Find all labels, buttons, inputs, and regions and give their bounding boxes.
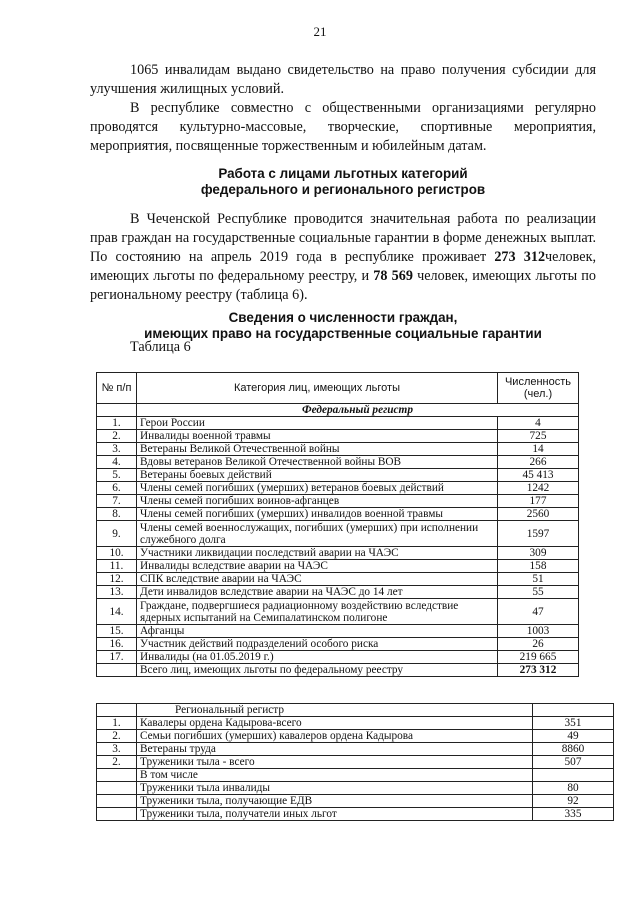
row-number: 8. (97, 508, 137, 521)
table-heading-line-1: Сведения о численности граждан, (228, 310, 458, 325)
row-count: 55 (498, 586, 579, 599)
row-category: Инвалиды вследствие аварии на ЧАЭС (137, 560, 498, 573)
row-category: В том числе (137, 769, 533, 782)
row-count: 4 (498, 417, 579, 430)
federal-register-table (96, 372, 579, 677)
row-count: 158 (498, 560, 579, 573)
body-text-part-2: человек, имеющих льготы по федеральному реестру, и (90, 249, 597, 284)
row-count: 8860 (533, 743, 614, 756)
federal-rows (97, 417, 579, 664)
table-row (97, 730, 614, 743)
row-count: 92 (533, 795, 614, 808)
body-text-part-1: В Чеченской Республике проводится значительная работа по реализации прав граждан на государственные социальные гарантии в форме денежных выплат. По состоянию на апрель 2019 года в республике проживает (90, 211, 596, 265)
row-count: 725 (498, 430, 579, 443)
regional-register-table (96, 703, 614, 821)
row-number: 3. (97, 743, 137, 756)
row-category: Герои России (137, 417, 498, 430)
row-number: 5. (97, 469, 137, 482)
row-count: 177 (498, 495, 579, 508)
federal-total-row (97, 664, 579, 677)
table-row (97, 743, 614, 756)
row-count: 14 (498, 443, 579, 456)
row-number: 2. (97, 430, 137, 443)
table-row (97, 717, 614, 730)
federal-section-row (97, 404, 579, 417)
row-category: Ветераны Великой Отечественной войны (137, 443, 498, 456)
table-heading-line-2: имеющих право на государственные социальные гарантии (144, 326, 542, 341)
row-number: 12. (97, 573, 137, 586)
row-count: 507 (533, 756, 614, 769)
row-number: 14. (97, 599, 137, 625)
table-caption: Таблица 6 (130, 339, 191, 355)
row-number: 11. (97, 560, 137, 573)
row-number: 13. (97, 586, 137, 599)
row-category: Инвалиды военной травмы (137, 430, 498, 443)
row-count: 351 (533, 717, 614, 730)
row-count: 51 (498, 573, 579, 586)
row-count: 335 (533, 808, 614, 821)
row-category: СПК вследствие аварии на ЧАЭС (137, 573, 498, 586)
row-category: Труженики тыла инвалиды (137, 782, 533, 795)
row-category: Инвалиды (на 01.05.2019 г.) (137, 651, 498, 664)
table-row (97, 651, 579, 664)
table-row (97, 586, 579, 599)
table-row (97, 482, 579, 495)
row-count: 47 (498, 599, 579, 625)
regional-section-label: Региональный регистр (137, 704, 533, 717)
row-count: 266 (498, 456, 579, 469)
table-row (97, 599, 579, 625)
row-count: 26 (498, 638, 579, 651)
page-number: 21 (313, 24, 327, 39)
header-category: Категория лиц, имеющих льготы (137, 373, 498, 404)
row-number (97, 769, 137, 782)
section-heading-line-2: федерального и регионального регистров (200, 182, 486, 197)
intro-paragraph-1: 1065 инвалидам выдано свидетельство на право получения субсидии для улучшения жилищных условий. (90, 62, 596, 97)
intro-paragraph-2: В республике совместно с общественными организациями регулярно проводятся культурно-массовые, творческие, спортивные мероприятия, мероприятия, посвященные торжественным и юбилейным датам. (90, 100, 596, 154)
table-row (97, 808, 614, 821)
table-row (97, 456, 579, 469)
regional-rows (97, 717, 614, 821)
row-number: 15. (97, 625, 137, 638)
row-category: Участники ликвидации последствий аварии на ЧАЭС (137, 547, 498, 560)
row-count: 219 665 (498, 651, 579, 664)
row-number: 7. (97, 495, 137, 508)
row-number: 4. (97, 456, 137, 469)
row-count: 309 (498, 547, 579, 560)
row-number (97, 782, 137, 795)
row-count: 45 413 (498, 469, 579, 482)
row-category: Ветераны труда (137, 743, 533, 756)
table-row (97, 625, 579, 638)
row-category: Труженики тыла - всего (137, 756, 533, 769)
row-category: Труженики тыла, получатели иных льгот (137, 808, 533, 821)
row-category: Кавалеры ордена Кадырова-всего (137, 717, 533, 730)
row-number (97, 795, 137, 808)
row-category: Семьи погибших (умерших) кавалеров ордена Кадырова (137, 730, 533, 743)
regional-section-row (97, 704, 614, 717)
body-paragraph (90, 210, 596, 305)
federal-count-highlight: 273 312 (494, 249, 546, 265)
row-category: Ветераны боевых действий (137, 469, 498, 482)
row-number: 2. (97, 756, 137, 769)
table-row (97, 560, 579, 573)
row-category: Труженики тыла, получающие ЕДВ (137, 795, 533, 808)
table-row (97, 769, 614, 782)
row-number (97, 808, 137, 821)
row-number: 16. (97, 638, 137, 651)
table-row (97, 782, 614, 795)
row-category: Члены семей военнослужащих, погибших (умерших) при исполнении служебного долга (137, 521, 498, 547)
header-number: № п/п (97, 373, 137, 404)
table-row (97, 521, 579, 547)
table-row (97, 795, 614, 808)
header-count: Численность (чел.) (498, 373, 579, 404)
row-number: 3. (97, 443, 137, 456)
total-value: 273 312 (498, 664, 579, 677)
row-count: 1003 (498, 625, 579, 638)
row-count: 1597 (498, 521, 579, 547)
row-count (533, 769, 614, 782)
row-number: 1. (97, 717, 137, 730)
table-row (97, 417, 579, 430)
row-count: 2560 (498, 508, 579, 521)
row-number: 1. (97, 417, 137, 430)
row-category: Граждане, подвергшиеся радиационному воздействию вследствие ядерных испытаний на Семипалатинском полигоне (137, 599, 498, 625)
row-number: 2. (97, 730, 137, 743)
row-category: Дети инвалидов вследствие аварии на ЧАЭС до 14 лет (137, 586, 498, 599)
section-heading-line-1: Работа с лицами льготных категорий (218, 166, 468, 181)
table-row (97, 547, 579, 560)
table-row (97, 469, 579, 482)
row-category: Члены семей погибших (умерших) инвалидов военной травмы (137, 508, 498, 521)
row-number: 6. (97, 482, 137, 495)
total-label: Всего лиц, имеющих льготы по федеральному реестру (137, 664, 498, 677)
row-count: 1242 (498, 482, 579, 495)
row-category: Вдовы ветеранов Великой Отечественной войны ВОВ (137, 456, 498, 469)
table-row (97, 443, 579, 456)
regional-count-highlight: 78 569 (373, 268, 413, 284)
row-category: Члены семей погибших (умерших) ветеранов боевых действий (137, 482, 498, 495)
table-row (97, 430, 579, 443)
table-header-row (97, 373, 579, 404)
table-row (97, 495, 579, 508)
row-number: 17. (97, 651, 137, 664)
row-category: Члены семей погибших воинов-афганцев (137, 495, 498, 508)
table-row (97, 756, 614, 769)
table-row (97, 573, 579, 586)
row-category: Афганцы (137, 625, 498, 638)
table-heading (90, 310, 596, 342)
row-count: 80 (533, 782, 614, 795)
row-number: 9. (97, 521, 137, 547)
table-row (97, 508, 579, 521)
row-category: Участник действий подразделений особого риска (137, 638, 498, 651)
federal-section-label: Федеральный регистр (137, 404, 579, 417)
body-text-part-3: человек, имеющих льготы по региональному реестру (таблица 6). (90, 268, 596, 303)
section-heading (90, 166, 596, 198)
row-count: 49 (533, 730, 614, 743)
row-number: 10. (97, 547, 137, 560)
table-row (97, 638, 579, 651)
